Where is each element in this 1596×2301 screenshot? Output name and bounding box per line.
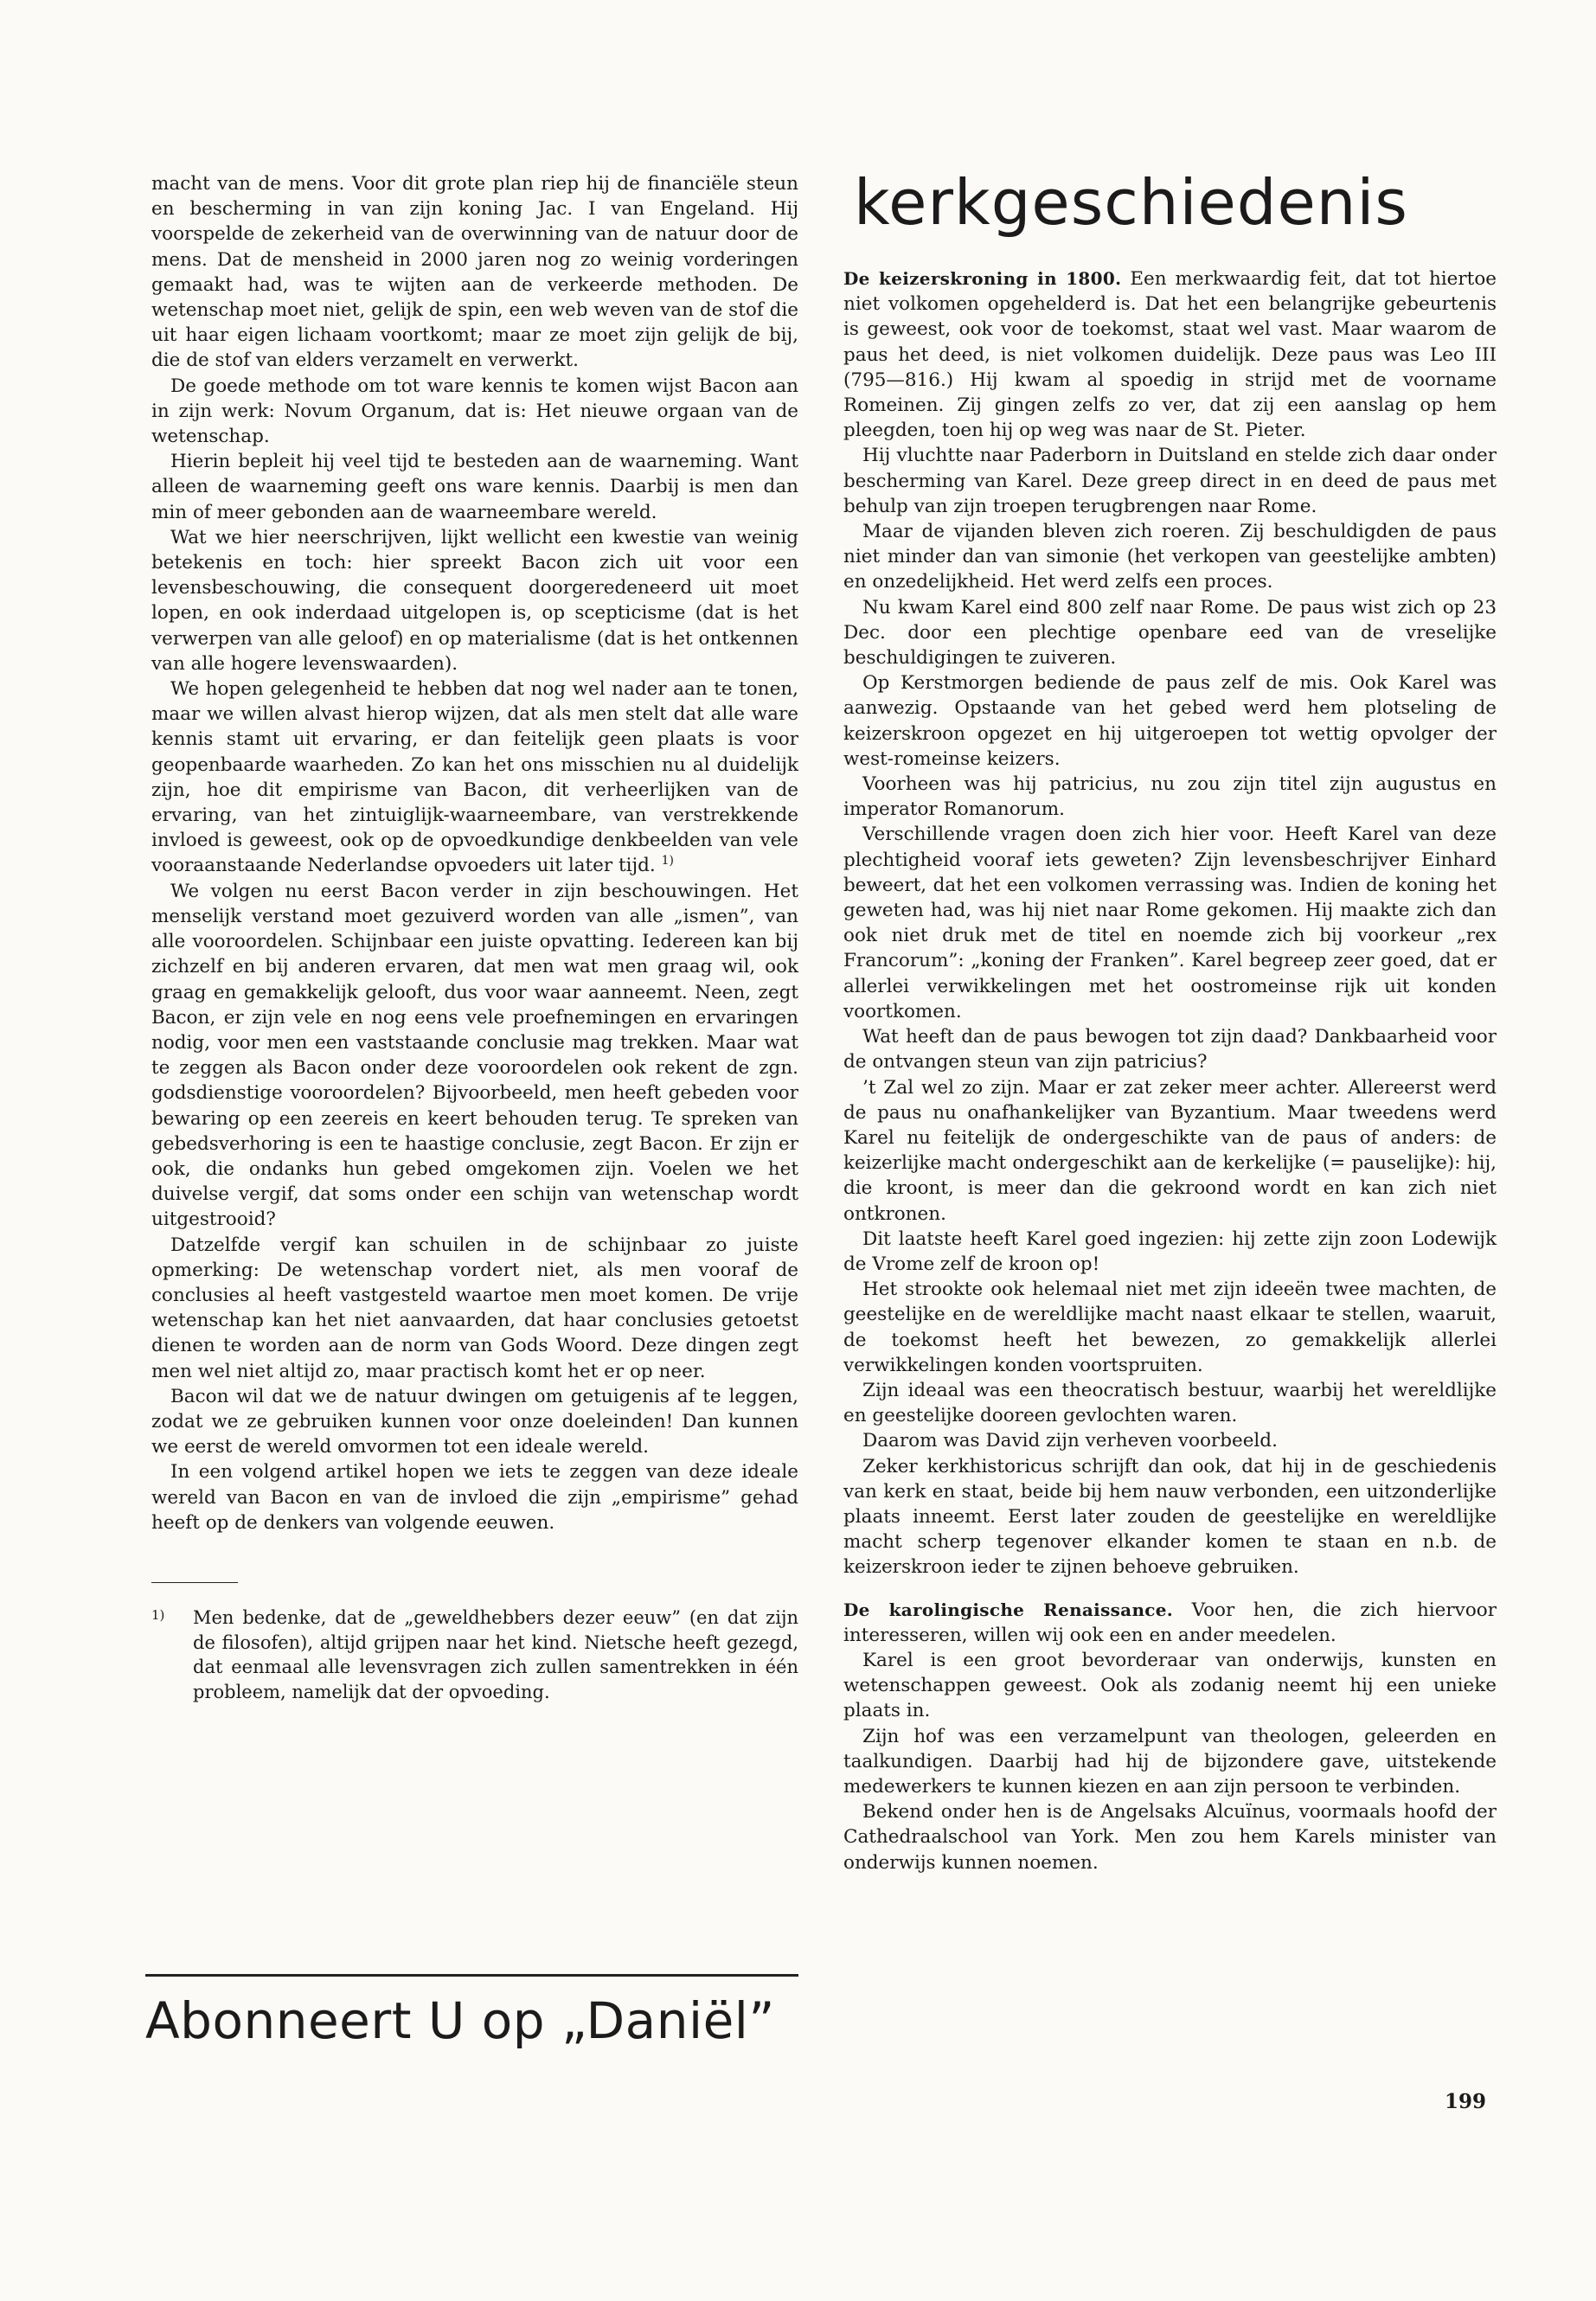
footnote-divider xyxy=(151,1582,238,1584)
left-column xyxy=(151,171,798,1704)
paragraph: De goede methode om tot ware kennis te komen wijst Bacon aan in zijn werk: Novum Organum, dat is: Het nieuwe orgaan van de wetenschap. xyxy=(151,375,798,448)
paragraph: Verschillende vragen doen zich hier voor. Heeft Karel van deze plechtigheid vooraf iets geweten? Zijn levensbeschrijver Einhard beweert, dat het een volkomen verrassing was. Indien de koning het geweten had, was hij niet naar Rome gekomen. Hij maakte zich dan ook niet druk met de titel en noemde zich bij voorkeur „rex Francorum”: „koning der Franken”. Karel begreep zeer goed, dat er allerlei verwikkelingen met het oostromeinse rijk uit konden voortkomen. xyxy=(843,824,1497,1022)
paragraph: Zeker kerkhistoricus schrijft dan ook, dat hij in de geschiedenis van kerk en staat, beide bij hem nauw verbonden, een uitzonderlijke plaats inneemt. Eerst later zouden de geestelijke en wereldlijke macht scherp tegenover elkander komen te staan en n.b. de keizerskroon ieder te zijnen behoeve gebruiken. xyxy=(843,1455,1497,1579)
paragraph: Voorheen was hij patricius, nu zou zijn titel zijn augustus en imperator Romanorum. xyxy=(843,773,1497,821)
paragraph xyxy=(843,1598,1497,1648)
subsection-title: De karolingische Renaissance. xyxy=(843,1599,1174,1620)
paragraph: macht van de mens. Voor dit grote plan riep hij de financiële steun en bescherming in van zijn koning Jac. I van Engeland. Hij voorspelde de zekerheid van de overwinning van de natuur door de mens. Dat de mensheid in 2000 jaren nog zo weinig vorderingen gemaakt had, was te wijten aan de verkeerde methoden. De wetenschap moet niet, gelijk de spin, een web weven van de stof die uit haar eigen lichaam voortkomt; maar ze moet zijn gelijk de bij, die de stof van elders verzamelt en verwerkt. xyxy=(151,173,798,372)
paragraph: Dit laatste heeft Karel goed ingezien: hij zette zijn zoon Lodewijk de Vrome zelf de kroon op! xyxy=(843,1227,1497,1275)
promo-divider xyxy=(145,1974,798,1977)
right-column xyxy=(843,166,1497,1875)
paragraph: Op Kerstmorgen bediende de paus zelf de mis. Ook Karel was aanwezig. Opstaande van het gebed werd hem plotseling de keizerskroon opgezet en hij uitgeroepen tot wettig opvolger der west-romeinse keizers. xyxy=(843,672,1497,770)
paragraph-text: Voor hen, die zich hiervoor interesseren, willen wij ook een en ander meedelen. xyxy=(843,1599,1497,1646)
paragraph: Zijn ideaal was een theocratisch bestuur, waarbij het wereldlijke en geestelijke dooreen gevlochten waren. xyxy=(843,1379,1497,1427)
paragraph: Datzelfde vergif kan schuilen in de schijnbaar zo juiste opmerking: De wetenschap vordert niet, als men vooraf de conclusies al heeft vastgesteld waartoe men moet komen. De vrije wetenschap kan het niet aanvaarden, dat haar conclusies getoetst dienen te worden aan de norm van Gods Woord. Deze dingen zegt men wel niet altijd zo, maar practisch komt het er op neer. xyxy=(151,1234,798,1382)
footnote-text: Men bedenke, dat de „geweldhebbers dezer eeuw” (en dat zijn de filosofen), altijd grijpen naar het kind. Nietsche heeft gezegd, dat eenmaal alle levensvragen zich zullen samentrekken in één probleem, namelijk dat der opvoeding. xyxy=(193,1607,798,1702)
paragraph: Bacon wil dat we de natuur dwingen om getuigenis af te leggen, zodat we ze gebruiken kunnen voor onze doeleinden! Dan kunnen we eerst de wereld omvormen tot een ideale wereld. xyxy=(151,1385,798,1458)
paragraph xyxy=(843,266,1497,443)
paragraph: Daarom was David zijn verheven voorbeeld. xyxy=(862,1430,1278,1452)
paragraph: Bekend onder hen is de Angelsaks Alcuïnus, voormaals hoofd der Cathedraalschool van York. Men zou hem Karels minister van onderwijs kunnen noemen. xyxy=(843,1801,1497,1874)
paragraph xyxy=(151,676,798,879)
paragraph: Nu kwam Karel eind 800 zelf naar Rome. De paus wist zich op 23 Dec. door een plechtige openbare eed van de vreselijke beschuldigingen te zuiveren. xyxy=(843,596,1497,670)
paragraph: ’t Zal wel zo zijn. Maar er zat zeker meer achter. Allereerst werd de paus nu onafhankelijker van Byzantium. Maar tweedens werd Karel nu feitelijk de ondergeschikte van de paus of anders: de keizerlijke macht ondergeschikt aan de kerkelijke (= pauselijke): hij, die kroont, is meer dan die gekroond wordt en kan zich niet ontkronen. xyxy=(843,1076,1497,1225)
paragraph-text: Een merkwaardig feit, dat tot hiertoe niet volkomen opgehelderd is. Dat het een belangrijke gebeurtenis is geweest, ook voor de toekomst, staat wel vast. Maar waarom de paus het deed, is niet volkomen duidelijk. Deze paus was Leo III (795—816.) Hij kwam al spoedig in strijd met de voorname Romeinen. Zij gingen zelfs zo ver, dat zij een aanslag op hem pleegden, toen hij op weg was naar de St. Pieter. xyxy=(843,268,1497,442)
paragraph-text: We hopen gelegenheid te hebben dat nog wel nader aan te tonen, maar we willen alvast hierop wijzen, dat als men stelt dat alle ware kennis stamt uit ervaring, er dan feitelijk geen plaats is voor geopenbaarde waarheden. Zo kan het ons misschien nu al duidelijk zijn, hoe dit empirisme van Bacon, dit verheerlijken van de ervaring, van het zintuiglijk-waarneembare, van verstrekkende invloed is geweest, ook op de opvoedkundige denkbeelden van vele vooraanstaande Nederlandse opvoeders uit later tijd. xyxy=(151,678,798,877)
subsection-title: De keizerskroning in 1800. xyxy=(843,268,1122,289)
subscribe-promo: Abonneert U op „Daniël” xyxy=(145,1991,775,2050)
footnote xyxy=(151,1606,798,1704)
paragraph: Maar de vijanden bleven zich roeren. Zij beschuldigden de paus niet minder dan van simonie (het verkopen van geestelijke ambten) en onzedelijkheid. Het werd zelfs een proces. xyxy=(843,521,1497,593)
paragraph: Hierin bepleit hij veel tijd te besteden aan de waarneming. Want alleen de waarneming geeft ons ware kennis. Daarbij is men dan min of meer gebonden aan de waarneembare wereld. xyxy=(151,451,798,523)
section-heading: kerkgeschiedenis xyxy=(854,166,1408,239)
paragraph: In een volgend artikel hopen we iets te zeggen van deze ideale wereld van Bacon en van de invloed die zijn „empirisme” gehad heeft op de denkers van volgende eeuwen. xyxy=(151,1461,798,1534)
paragraph: Wat heeft dan de paus bewogen tot zijn daad? Dankbaarheid voor de ontvangen steun van zijn patricius? xyxy=(843,1026,1497,1074)
paragraph: Hij vluchtte naar Paderborn in Duitsland en stelde zich daar onder bescherming van Karel. Deze greep direct in en deed de paus met behulp van zijn troepen terugbrengen naar Rome. xyxy=(843,445,1497,517)
footnote-mark: 1) xyxy=(151,1607,165,1624)
paragraph: We volgen nu eerst Bacon verder in zijn beschouwingen. Het menselijk verstand moet gezuiverd worden van alle „ismen”, van alle vooroordelen. Schijnbaar een juiste opvatting. Iedereen kan bij zichzelf en bij anderen ervaren, dat men wat men graag wil, ook graag en gemakkelijk gelooft, dus voor waar aanneemt. Neen, zegt Bacon, er zijn vele en nog eens vele proefnemingen en ervaringen nodig, voor men een vaststaande conclusie mag trekken. Maar wat te zeggen als Bacon onder deze vooroordelen ook rekent de zgn. godsdienstige vooroordelen? Bijvoorbeeld, men heeft gebeden voor bewaring op een zeereis en keert behouden terug. Te spreken van gebedsverhoring is een te haastige conclusie, zegt Bacon. Er zijn er ook, die ondanks hun gebed omgekomen zijn. Voelen we het duivelse vergif, dat soms onder een schijn van wetenschap wordt uitgestrooid? xyxy=(151,880,798,1231)
footnote-reference: 1) xyxy=(661,854,674,868)
paragraph: Het strookte ook helemaal niet met zijn ideeën twee machten, de geestelijke en de wereldlijke macht naast elkaar te stellen, waaruit, de toekomst heeft het bewezen, zo gemakkelijk allerlei verwikkelingen konden voortspruiten. xyxy=(843,1279,1497,1376)
paragraph: Karel is een groot bevorderaar van onderwijs, kunsten en wetenschappen geweest. Ook als zodanig neemt hij een unieke plaats in. xyxy=(843,1649,1497,1722)
paragraph: Zijn hof was een verzamelpunt van theologen, geleerden en taalkundigen. Daarbij had hij de bijzondere gave, uitstekende medewerkers te kunnen kiezen en aan zijn persoon te verbinden. xyxy=(843,1725,1497,1798)
page-number: 199 xyxy=(1445,2090,1487,2113)
paragraph: Wat we hier neerschrijven, lijkt wellicht een kwestie van weinig betekenis en toch: hier spreekt Bacon zich uit voor een levensbeschouwing, die consequent doorgeredeneerd uit moet lopen, en ook inderdaad uitgelopen is, op scepticisme (dat is het verwerpen van alle geloof) en op materialisme (dat is het ontkennen van alle hogere levenswaarden). xyxy=(151,526,798,675)
